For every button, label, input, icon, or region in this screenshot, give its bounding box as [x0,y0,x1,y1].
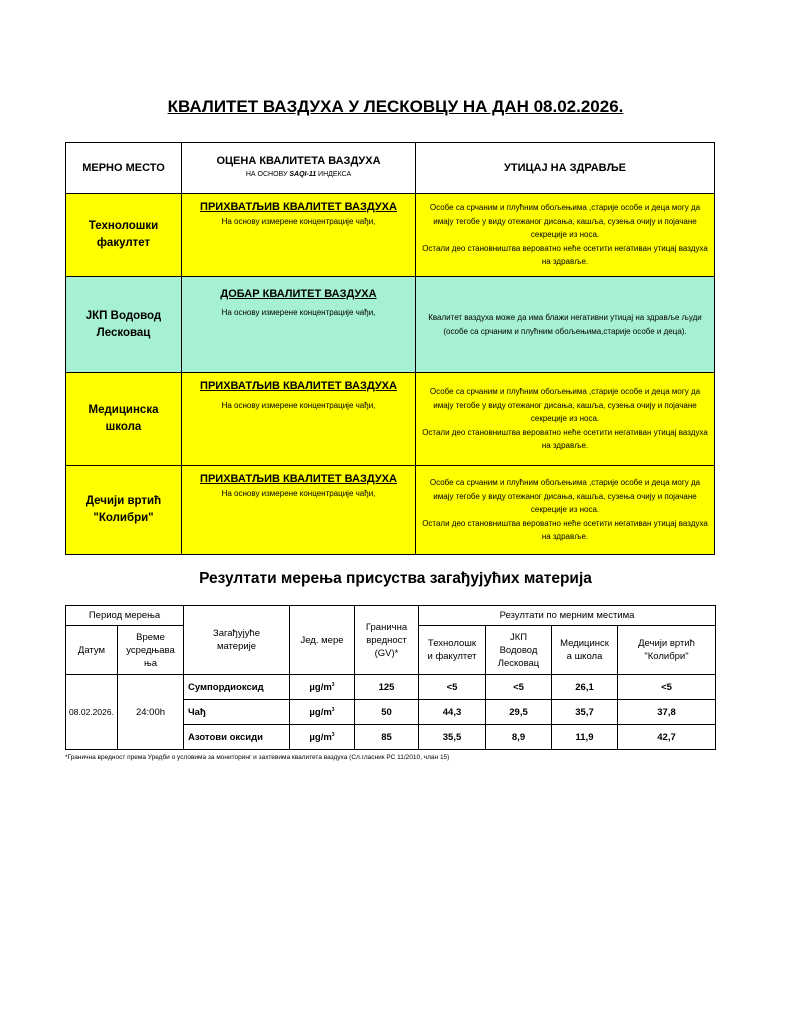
unit-cell [290,700,355,725]
rating-cell [182,194,416,277]
unit-cell [290,725,355,750]
header-text: и факултет [427,651,477,662]
rating-sub-prefix: НА ОСНОВУ [245,171,288,178]
table-header-row [66,143,715,194]
header-site-4 [618,626,716,675]
results-table [65,605,716,750]
table-row [66,277,715,373]
header-text: а школа [566,651,603,662]
header-rating-subtitle [182,168,415,182]
air-quality-table [65,142,715,555]
header-text: Време [136,631,165,643]
unit-base: µg/m [309,731,332,743]
impact-text: Особе са срчаним и плућним обољењима ,старије особе и деца могу да имају тегобе у виду отежаног дисања, кашља, сузења очију и појачане секреције из носа. [429,203,701,240]
header-text: Лесковац [497,657,540,669]
unit-exponent: 3 [331,681,335,688]
site-2-value: 8,9 [486,725,552,750]
place-cell [66,466,182,555]
limit-cell: 85 [355,725,419,750]
table-row [66,373,715,466]
results-section-title: Резултати мерења присуства загађујућих материја [199,570,592,587]
site-4-value: 37,8 [618,700,716,725]
site-2-value: 29,5 [486,700,552,725]
page-title: КВАЛИТЕТ ВАЗДУХА У ЛЕСКОВЦУ НА ДАН 08.02.2026. [167,97,624,116]
site-1-value: 35,5 [419,725,486,750]
table-row [66,194,715,277]
place-line: Медицинска [88,404,159,416]
limit-cell: 125 [355,675,419,700]
rating-sub-suffix: ИНДЕКСА [318,171,352,178]
place-cell [66,194,182,277]
quality-level: ПРИХВАТЉИВ КВАЛИТЕТ ВАЗДУХА [200,201,397,213]
header-text: ЈКП [509,631,528,643]
header-impact: УТИЦАЈ НА ЗДРАВЉЕ [416,143,715,194]
header-date: Датум [66,626,118,675]
impact-cell [416,194,715,277]
place-cell [66,277,182,373]
header-site-3 [552,626,618,675]
rating-cell [182,466,416,555]
header-results: Резултати по мерним местима [419,606,716,626]
header-rating-title: ОЦЕНА КВАЛИТЕТА ВАЗДУХА [216,155,381,167]
rating-sub-index: SAQI-11 [289,171,317,178]
header-text: Медицинск [560,638,609,649]
header-text: Водовод [499,644,538,656]
table-row [66,466,715,555]
rating-cell [182,373,416,466]
results-header-row [66,606,716,626]
quality-level: ДОБАР КВАЛИТЕТ ВАЗДУХА [220,288,377,300]
header-place: МЕРНО МЕСТО [66,143,182,194]
place-line: факултет [96,237,151,249]
quality-level: ПРИХВАТЉИВ КВАЛИТЕТ ВАЗДУХА [200,380,397,392]
impact-cell [416,277,715,373]
site-1-value: <5 [419,675,486,700]
impact-text: Остали део становништва вероватно неће осетити негативан утицај ваздуха на здравље. [422,427,708,451]
unit-exponent: 3 [331,731,335,738]
site-3-value: 26,1 [552,675,618,700]
header-limit [355,606,419,675]
quality-basis: На основу измерене концентрације чађи, [221,401,376,410]
site-1-value: 44,3 [419,700,486,725]
pollutant-cell: Сумпордиоксид [184,675,290,700]
header-text: Гранична [365,621,408,633]
place-cell [66,373,182,466]
header-text: Дечији вртић [638,638,695,649]
site-3-value: 11,9 [552,725,618,750]
impact-text: Остали део становништва вероватно неће осетити негативан утицај ваздуха на здравље. [422,243,708,267]
limit-cell: 50 [355,700,419,725]
header-text: (GV)* [374,647,399,659]
date-cell: 08.02.2026. [66,675,118,750]
header-text: усредњава [126,644,175,656]
footnote: *Гранична вредност према Уредби о условима за мониторинг и захтевима квалитета ваздуха (Сл.гласник РС 11/2010, члан 15) [65,754,450,761]
unit-base: µg/m [309,706,332,718]
place-line: школа [105,421,142,433]
pollutant-cell: Азотови оксиди [184,725,290,750]
rating-cell [182,277,416,373]
header-text: материје [216,641,257,652]
quality-level: ПРИХВАТЉИВ КВАЛИТЕТ ВАЗДУХА [200,473,397,485]
site-2-value: <5 [486,675,552,700]
header-site-1 [419,626,486,675]
impact-text: Остали део становништва вероватно неће осетити негативан утицај ваздуха на здравље. [422,518,708,542]
quality-basis: На основу измерене концентрације чађи, [221,489,376,498]
header-text: Технолошк [427,638,477,649]
quality-basis: На основу измерене концентрације чађи, [221,308,376,317]
site-4-value: <5 [618,675,716,700]
place-line: "Колибри" [93,512,154,524]
header-pollutant [184,606,290,675]
unit-exponent: 3 [331,706,335,713]
place-line: Лесковац [96,326,151,339]
site-4-value: 42,7 [618,725,716,750]
header-site-2 [486,626,552,675]
header-text: ња [143,657,157,669]
header-unit: Јед. мере [290,606,355,675]
place-line: Дечији вртић [85,495,162,507]
header-text: вредност [366,634,407,646]
place-line: ЈКП Водовод [85,309,162,322]
impact-cell [416,466,715,555]
impact-cell [416,373,715,466]
impact-text: Квалитет ваздуха може да има блажи негативни утицај на здравље људи (особе са срчаним и плућним обољењима,старије особе и деца). [428,313,702,336]
table-row [66,675,716,700]
header-period: Период мерења [66,606,184,626]
header-text: "Колибри" [644,651,689,662]
header-time [118,626,184,675]
header-text: Загађујуће [212,628,261,639]
unit-base: µg/m [309,681,332,693]
unit-cell [290,675,355,700]
place-line: Технолошки [88,220,159,232]
impact-text: Особе са срчаним и плућним обољењима ,старије особе и деца могу да имају тегобе у виду отежаног дисања, кашља, сузења очију и појачане секреције из носа. [429,387,701,424]
pollutant-cell: Чађ [184,700,290,725]
period-cell: 24:00h [118,675,184,750]
impact-text: Особе са срчаним и плућним обољењима ,старије особе и деца могу да имају тегобе у виду отежаног дисања, кашља, сузења очију и појачане секреције из носа. [429,478,701,515]
header-rating [182,143,416,194]
quality-basis: На основу измерене концентрације чађи, [221,217,376,226]
site-3-value: 35,7 [552,700,618,725]
